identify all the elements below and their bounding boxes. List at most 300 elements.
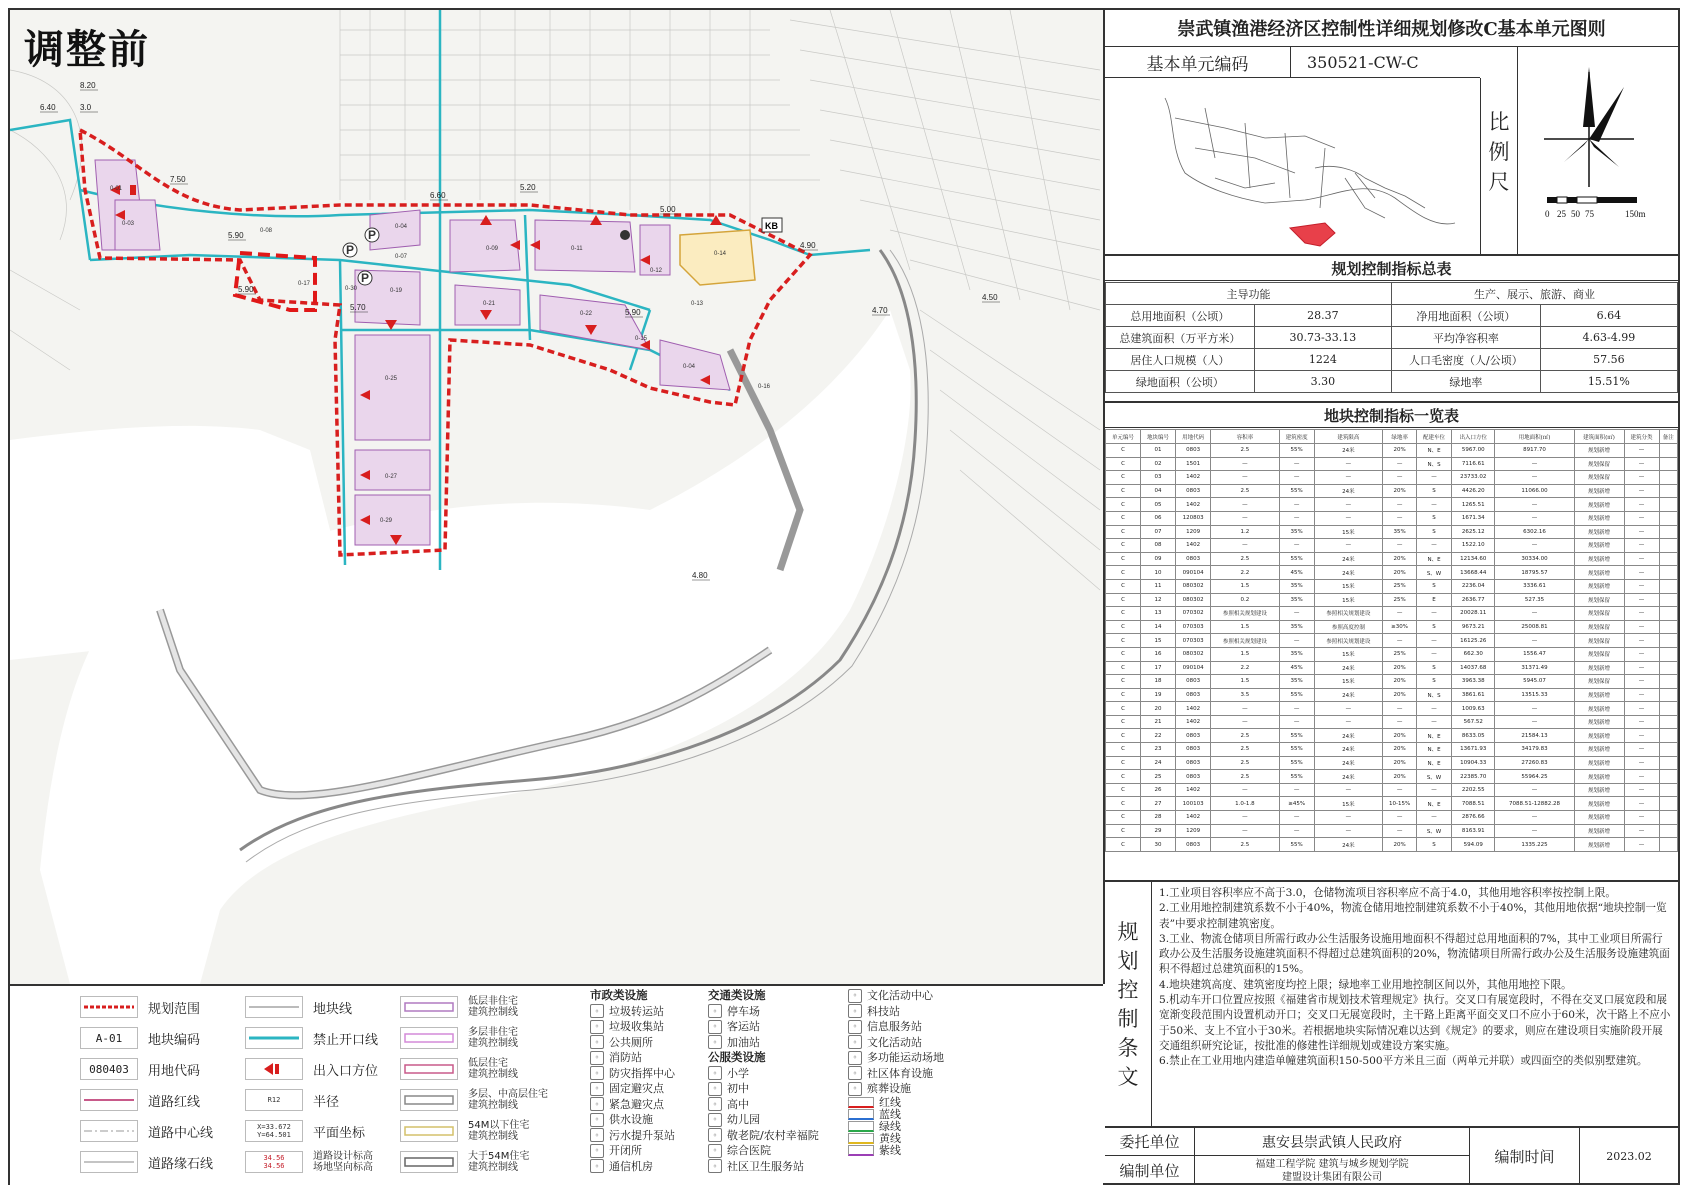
facility-label: 停车场 (727, 1004, 760, 1018)
legend-label: 规划范围 (148, 1001, 201, 1017)
blocks-cell: 1402 (1176, 498, 1211, 512)
facility-item (708, 1019, 819, 1035)
blocks-cell: — (1383, 539, 1417, 553)
blocks-header-cell: 建筑限高 (1314, 430, 1383, 444)
block-code-label: 0-12 (650, 268, 663, 274)
facility-item (848, 1066, 944, 1082)
blocks-cell-empty (1659, 539, 1677, 553)
blocks-cell: — (1383, 824, 1417, 838)
blocks-cell: — (1624, 511, 1659, 525)
rules-label-char: 制 (1117, 1006, 1139, 1031)
blocks-cell: — (1383, 457, 1417, 471)
blocks-cell: 35% (1279, 525, 1314, 539)
legend-item (400, 1027, 518, 1049)
legend-label: 多层、中高层住宅 建筑控制线 (468, 1089, 548, 1111)
blocks-cell: C (1106, 675, 1141, 689)
blocks-cell: 参照高度控制 (1314, 620, 1383, 634)
blocks-cell: 090104 (1176, 661, 1211, 675)
legend-item (245, 1089, 339, 1111)
blocks-header-cell: 建筑分类 (1624, 430, 1659, 444)
legend-item (80, 1058, 200, 1080)
plan-map[interactable] (10, 10, 1105, 984)
blocks-header-cell: 单元编号 (1106, 430, 1141, 444)
plan-map-svg (10, 10, 1103, 984)
blocks-cell: — (1211, 811, 1280, 825)
blocks-cell: 2.5 (1211, 484, 1280, 498)
blocks-cell: — (1624, 797, 1659, 811)
facility-icon: ◦ (848, 1035, 862, 1049)
facility-icon: ◦ (590, 1113, 604, 1127)
blocks-row (1106, 634, 1678, 648)
facility-item (848, 1004, 944, 1020)
blocks-cell: — (1383, 634, 1417, 648)
facility-item (848, 988, 944, 1004)
blocks-cell: 2.5 (1211, 770, 1280, 784)
facility-label: 污水提升泵站 (609, 1128, 675, 1142)
blocks-cell: — (1495, 715, 1574, 729)
facility-item (848, 1035, 944, 1051)
blocks-cell: 28 (1141, 811, 1176, 825)
legend-item (400, 1120, 529, 1142)
rule-item: 5.机动车开口位置应按照《福建省市规划技术管理规定》执行。交叉口有展宽段时，不得在交叉口展宽段和展宽渐变段范围内设置机动开口；交叉口无展宽段时，主干路上距离平面交叉口不应小于60米，次干路上不应小于50米、支上不宜小于30米。若根据地块实际情况难以达到《规定》的要求，则应在建设项目实施阶段开展交通组织研究论证，按批准的修建性详细规划或建设方案实施。 (1159, 994, 1671, 1052)
blocks-cell-empty (1659, 756, 1677, 770)
blocks-cell: 14 (1141, 620, 1176, 634)
blocks-cell-empty (1659, 715, 1677, 729)
facility-item (590, 1035, 675, 1051)
blocks-cell-empty (1659, 552, 1677, 566)
legend-label: 大于54M住宅 建筑控制线 (468, 1151, 530, 1173)
blocks-row (1106, 675, 1678, 689)
rule-item: 3.工业、物流仓储项目所需行政办公生活服务设施用地面积不得超过总用地面积的7%，其中工业项目所需行政办公及生活服务设施建筑面积不得超过总建筑面积的20%，物流储项目所需行政办公及生活服务设施建筑面积不得超过总建筑面积的15%。 (1159, 932, 1670, 976)
rules-text (1159, 886, 1671, 1070)
blocks-cell: 1671.34 (1452, 511, 1495, 525)
blocks-cell: — (1314, 824, 1383, 838)
blocks-cell: S、W (1417, 770, 1452, 784)
blocks-cell: 19 (1141, 688, 1176, 702)
blocks-row (1106, 457, 1678, 471)
summary-cell: 平均净容积率 (1391, 327, 1540, 349)
line-legend-item (848, 1133, 944, 1145)
facility-icon: ◦ (708, 1113, 722, 1127)
blocks-cell: 35% (1279, 620, 1314, 634)
rules-label (1105, 882, 1152, 1127)
legend-symbol (400, 1058, 458, 1080)
block-code-label: 0-11 (571, 246, 583, 252)
blocks-cell-empty (1659, 743, 1677, 757)
blocks-cell: 15米 (1314, 579, 1383, 593)
blocks-cell: N、S (1417, 457, 1452, 471)
blocks-cell: C (1106, 552, 1141, 566)
summary-cell: 4.63-4.99 (1540, 327, 1677, 349)
legend-item (80, 1027, 200, 1049)
blocks-cell: 0.2 (1211, 593, 1280, 607)
blocks-cell: — (1624, 715, 1659, 729)
blocks-cell: — (1624, 838, 1659, 852)
blocks-cell: — (1624, 770, 1659, 784)
blocks-cell: 1209 (1176, 824, 1211, 838)
blocks-cell: S (1417, 484, 1452, 498)
blocks-cell: 20% (1383, 838, 1417, 852)
blocks-cell: — (1624, 579, 1659, 593)
blocks-cell: ≥30% (1383, 620, 1417, 634)
blocks-cell: 8633.05 (1452, 729, 1495, 743)
legend-label: 地块线 (313, 1001, 353, 1017)
blocks-cell: C (1106, 444, 1141, 458)
line-swatch (848, 1121, 874, 1132)
blocks-cell: E (1417, 593, 1452, 607)
blocks-cell: 35% (1279, 647, 1314, 661)
blocks-cell: 21 (1141, 715, 1176, 729)
blocks-cell: 55% (1279, 484, 1314, 498)
blocks-row (1106, 797, 1678, 811)
facility-item (708, 1035, 819, 1051)
blocks-cell: 25% (1383, 647, 1417, 661)
blocks-cell: 2636.77 (1452, 593, 1495, 607)
blocks-cell: 1.2 (1211, 525, 1280, 539)
blocks-cell: 规划保留 (1574, 620, 1624, 634)
blocks-cell: 规划新增 (1574, 770, 1624, 784)
facility-item (708, 1066, 819, 1082)
client-value: 惠安县崇武镇人民政府 (1195, 1128, 1470, 1156)
blocks-row (1106, 552, 1678, 566)
blocks-cell: 1209 (1176, 525, 1211, 539)
blocks-cell: — (1417, 702, 1452, 716)
blocks-cell: — (1495, 634, 1574, 648)
blocks-cell: 1.0-1.8 (1211, 797, 1280, 811)
blocks-cell: — (1624, 743, 1659, 757)
blocks-cell: 1501 (1176, 457, 1211, 471)
rules-label-char: 控 (1117, 977, 1139, 1002)
municipal-title: 市政类设施 (590, 988, 648, 1002)
blocks-cell: — (1383, 511, 1417, 525)
blocks-cell: 080302 (1176, 579, 1211, 593)
stamp-title: 调整前 (24, 27, 150, 73)
blocks-row (1106, 593, 1678, 607)
blocks-cell: 规划新增 (1574, 552, 1624, 566)
elevation-label: 8.20 (80, 81, 96, 90)
blocks-row (1106, 511, 1678, 525)
elevation-label: 6.60 (430, 191, 446, 200)
north-arrow-icon (1544, 67, 1634, 187)
blocks-cell: 20% (1383, 566, 1417, 580)
blocks-cell: 15米 (1314, 797, 1383, 811)
blocks-cell: 20% (1383, 661, 1417, 675)
blocks-cell: 22 (1141, 729, 1176, 743)
blocks-header-cell: 用地面积(㎡) (1495, 430, 1574, 444)
blocks-cell: 25% (1383, 593, 1417, 607)
legend-label: 半径 (313, 1094, 340, 1110)
legend-label: 出入口方位 (313, 1063, 379, 1079)
blocks-cell-empty (1659, 525, 1677, 539)
blocks-cell: C (1106, 743, 1141, 757)
blocks-cell: 规划新增 (1574, 824, 1624, 838)
facility-label: 敬老院/农村幸福院 (727, 1128, 819, 1142)
blocks-row (1106, 620, 1678, 634)
maker-label: 编制单位 (1105, 1156, 1195, 1185)
legend-item (80, 1120, 213, 1142)
block-code-label: 0-21 (483, 301, 496, 307)
maker-value (1195, 1156, 1470, 1185)
block-code-label: 0-07 (395, 254, 408, 260)
blocks-cell: 08 (1141, 539, 1176, 553)
blocks-cell: 规划新增 (1574, 525, 1624, 539)
blocks-cell: 规划新增 (1574, 797, 1624, 811)
blocks-row (1106, 838, 1678, 852)
legend-item (245, 1120, 365, 1142)
blocks-cell: 662.30 (1452, 647, 1495, 661)
blocks-cell: — (1211, 715, 1280, 729)
blocks-cell: — (1314, 715, 1383, 729)
legend-symbol (80, 1151, 138, 1173)
location-map (1105, 78, 1481, 256)
blocks-cell: 20% (1383, 729, 1417, 743)
rule-item: 6.禁止在工业用地内建造单幢建筑面积150-500平方米且三面（两单元并联）或四面空的类似别墅建筑。 (1159, 1055, 1648, 1068)
blocks-cell: 15米 (1314, 593, 1383, 607)
facility-item (590, 1081, 675, 1097)
blocks-cell: 1402 (1176, 783, 1211, 797)
blocks-cell-empty (1659, 647, 1677, 661)
blocks-cell: — (1624, 552, 1659, 566)
blocks-cell: — (1417, 471, 1452, 485)
legend-label: 低层非住宅 建筑控制线 (468, 996, 518, 1018)
blocks-cell: 23733.02 (1452, 471, 1495, 485)
line-swatch (848, 1145, 874, 1156)
facility-icon: ◦ (708, 1082, 722, 1096)
summary-cell: 57.56 (1540, 349, 1677, 371)
blocks-cell: — (1279, 634, 1314, 648)
blocks-cell: 55% (1279, 743, 1314, 757)
block-code-label: 0-27 (385, 474, 398, 480)
blocks-cell: C (1106, 498, 1141, 512)
blocks-cell-empty (1659, 811, 1677, 825)
blocks-cell: — (1383, 715, 1417, 729)
blocks-cell: 55964.25 (1495, 770, 1574, 784)
blocks-cell: — (1495, 457, 1574, 471)
blocks-cell: — (1314, 811, 1383, 825)
blocks-cell: 20% (1383, 484, 1417, 498)
legend-symbol: X=33.672 Y=64.501 (245, 1120, 303, 1142)
blocks-cell: — (1624, 539, 1659, 553)
blocks-cell-empty (1659, 620, 1677, 634)
blocks-cell: C (1106, 756, 1141, 770)
blocks-cell: 26 (1141, 783, 1176, 797)
facility-item (848, 1050, 944, 1066)
blocks-cell: — (1417, 539, 1452, 553)
blocks-cell: 0803 (1176, 552, 1211, 566)
blocks-cell: N、E (1417, 756, 1452, 770)
summary-cell: 6.64 (1540, 305, 1677, 327)
blocks-cell: 35% (1279, 579, 1314, 593)
blocks-cell: — (1624, 756, 1659, 770)
rules-label-char: 条 (1117, 1035, 1139, 1060)
blocks-cell: — (1211, 824, 1280, 838)
block-code-label: 0-22 (580, 311, 593, 317)
blocks-cell: 13671.93 (1452, 743, 1495, 757)
facility-label: 垃圾收集站 (609, 1020, 664, 1033)
blocks-cell: 30334.00 (1495, 552, 1574, 566)
blocks-cell: 规划新增 (1574, 811, 1624, 825)
blocks-cell: 0803 (1176, 743, 1211, 757)
blocks-cell: 07 (1141, 525, 1176, 539)
legend-item (400, 996, 518, 1018)
blocks-cell: — (1279, 498, 1314, 512)
traffic-title: 交通类设施 (708, 988, 766, 1002)
blocks-header-cell: 建筑面积(㎡) (1574, 430, 1624, 444)
blocks-cell: — (1495, 511, 1574, 525)
summary-cell: 总用地面积（公顷） (1106, 305, 1255, 327)
blocks-cell: 15米 (1314, 525, 1383, 539)
blocks-cell: 20 (1141, 702, 1176, 716)
blocks-cell: — (1279, 471, 1314, 485)
blocks-cell: — (1314, 498, 1383, 512)
legend-symbol (245, 1027, 303, 1049)
blocks-cell: C (1106, 770, 1141, 784)
blocks-cell: C (1106, 811, 1141, 825)
blocks-cell: — (1624, 702, 1659, 716)
blocks-cell: 35% (1279, 593, 1314, 607)
legend-item (400, 1151, 529, 1173)
facility-item (590, 1112, 675, 1128)
blocks-row (1106, 811, 1678, 825)
blocks-row (1106, 729, 1678, 743)
blocks-cell: 1.5 (1211, 579, 1280, 593)
elevation-label: 5.90 (228, 231, 244, 240)
blocks-row (1106, 444, 1678, 458)
blocks-cell: 2.2 (1211, 661, 1280, 675)
facility-label: 信息服务站 (867, 1020, 922, 1033)
blocks-cell: — (1279, 783, 1314, 797)
blocks-cell: 规划保留 (1574, 634, 1624, 648)
maker-line1: 福建工程学院 建筑与城乡规划学院 (1255, 1158, 1409, 1170)
blocks-cell: 23 (1141, 743, 1176, 757)
blocks-cell: — (1495, 811, 1574, 825)
legend-symbol (80, 1089, 138, 1111)
blocks-row (1106, 484, 1678, 498)
blocks-row (1106, 702, 1678, 716)
blocks-cell: — (1417, 811, 1452, 825)
elevation-label: 5.70 (350, 303, 366, 312)
blocks-cell: 14037.68 (1452, 661, 1495, 675)
blocks-cell: — (1495, 824, 1574, 838)
blocks-cell: 2.5 (1211, 838, 1280, 852)
facility-icon: ◦ (590, 1035, 604, 1049)
legend-item (245, 1058, 378, 1080)
blocks-cell: 0803 (1176, 484, 1211, 498)
blocks-cell: 2.5 (1211, 552, 1280, 566)
blocks-cell: 参照相关规划建设 (1211, 634, 1280, 648)
blocks-header-cell: 容积率 (1211, 430, 1280, 444)
blocks-cell: — (1624, 525, 1659, 539)
blocks-cell: 45% (1279, 661, 1314, 675)
blocks-cell: — (1624, 688, 1659, 702)
block-code-label: 0-15 (635, 336, 648, 342)
facility-item (590, 1019, 675, 1035)
blocks-cell-empty (1659, 593, 1677, 607)
legend-symbol: A-01 (80, 1027, 138, 1049)
facility-icon: ◦ (590, 1051, 604, 1065)
line-label: 黄线 (879, 1131, 901, 1145)
blocks-cell: — (1279, 702, 1314, 716)
blocks-cell: 21584.13 (1495, 729, 1574, 743)
blocks-cell: 55% (1279, 729, 1314, 743)
blocks-cell: — (1211, 702, 1280, 716)
facility-item (848, 1019, 944, 1035)
blocks-cell: 27260.83 (1495, 756, 1574, 770)
blocks-cell: — (1624, 498, 1659, 512)
blocks-cell: 24米 (1314, 444, 1383, 458)
kb-label: KB (765, 221, 778, 231)
blocks-cell: S (1417, 620, 1452, 634)
svg-text:P: P (346, 243, 355, 257)
scale-box (1481, 47, 1678, 256)
blocks-cell: 0803 (1176, 729, 1211, 743)
facility-label: 多功能运动场地 (867, 1051, 944, 1064)
blocks-cell-empty (1659, 838, 1677, 852)
blocks-cell: S (1417, 838, 1452, 852)
blocks-cell: — (1314, 457, 1383, 471)
summary-cell: 1224 (1254, 349, 1391, 371)
blocks-cell: — (1624, 811, 1659, 825)
blocks-cell: 1.5 (1211, 620, 1280, 634)
blocks-cell-empty (1659, 511, 1677, 525)
blocks-cell: 24米 (1314, 484, 1383, 498)
legend-label: 54M以下住宅 建筑控制线 (468, 1120, 530, 1142)
blocks-cell: C (1106, 566, 1141, 580)
facility-icon: ◦ (590, 1082, 604, 1096)
blocks-cell: — (1211, 511, 1280, 525)
line-label: 紫线 (879, 1143, 901, 1157)
blocks-cell: 24米 (1314, 552, 1383, 566)
blocks-cell: — (1624, 471, 1659, 485)
panel-title: 崇武镇渔港经济区控制性详细规划修改C基本单元图则 (1105, 10, 1678, 47)
blocks-title: 地块控制指标一览表 (1105, 401, 1678, 428)
blocks-cell: 527.35 (1495, 593, 1574, 607)
blocks-cell: 15 (1141, 634, 1176, 648)
facility-icon: ◦ (708, 1035, 722, 1049)
legend-item (400, 1089, 548, 1111)
legend-item (245, 1027, 378, 1049)
facility-icon: ◦ (848, 1004, 862, 1018)
facility-label: 紧急避灾点 (609, 1097, 664, 1111)
blocks-cell: 1265.51 (1452, 498, 1495, 512)
rule-item: 1.工业项目容积率应不高于3.0，仓储物流项目容积率应不高于4.0，其他用地容积率按控制上限。 (1159, 887, 1616, 899)
elevation-label: 3.0 (80, 103, 92, 112)
legend-label: 多层非住宅 建筑控制线 (468, 1027, 518, 1049)
facility-label: 客运站 (727, 1020, 760, 1033)
facility-item (590, 1050, 675, 1066)
legend-label: 道路设计标高 场地坚向标高 (313, 1151, 373, 1173)
legend-label: 禁止开口线 (313, 1032, 379, 1048)
summary-row (1106, 371, 1678, 393)
blocks-cell: 55% (1279, 552, 1314, 566)
blocks-cell: 20% (1383, 756, 1417, 770)
blocks-cell: C (1106, 593, 1141, 607)
summary-title: 规划控制指标总表 (1105, 254, 1678, 281)
traffic-facilities (708, 988, 819, 1174)
blocks-cell: 规划新增 (1574, 743, 1624, 757)
blocks-cell: 090104 (1176, 566, 1211, 580)
blocks-cell: — (1624, 457, 1659, 471)
facility-icon: ◦ (848, 1082, 862, 1096)
blocks-cell: S (1417, 525, 1452, 539)
blocks-cell: 24米 (1314, 770, 1383, 784)
block-code-label: 0-13 (691, 301, 704, 307)
scale-label: 比 例 尺 (1481, 47, 1518, 256)
blocks-cell: — (1417, 715, 1452, 729)
blocks-cell: 20% (1383, 552, 1417, 566)
blocks-cell: 10904.33 (1452, 756, 1495, 770)
blocks-cell: 24米 (1314, 743, 1383, 757)
